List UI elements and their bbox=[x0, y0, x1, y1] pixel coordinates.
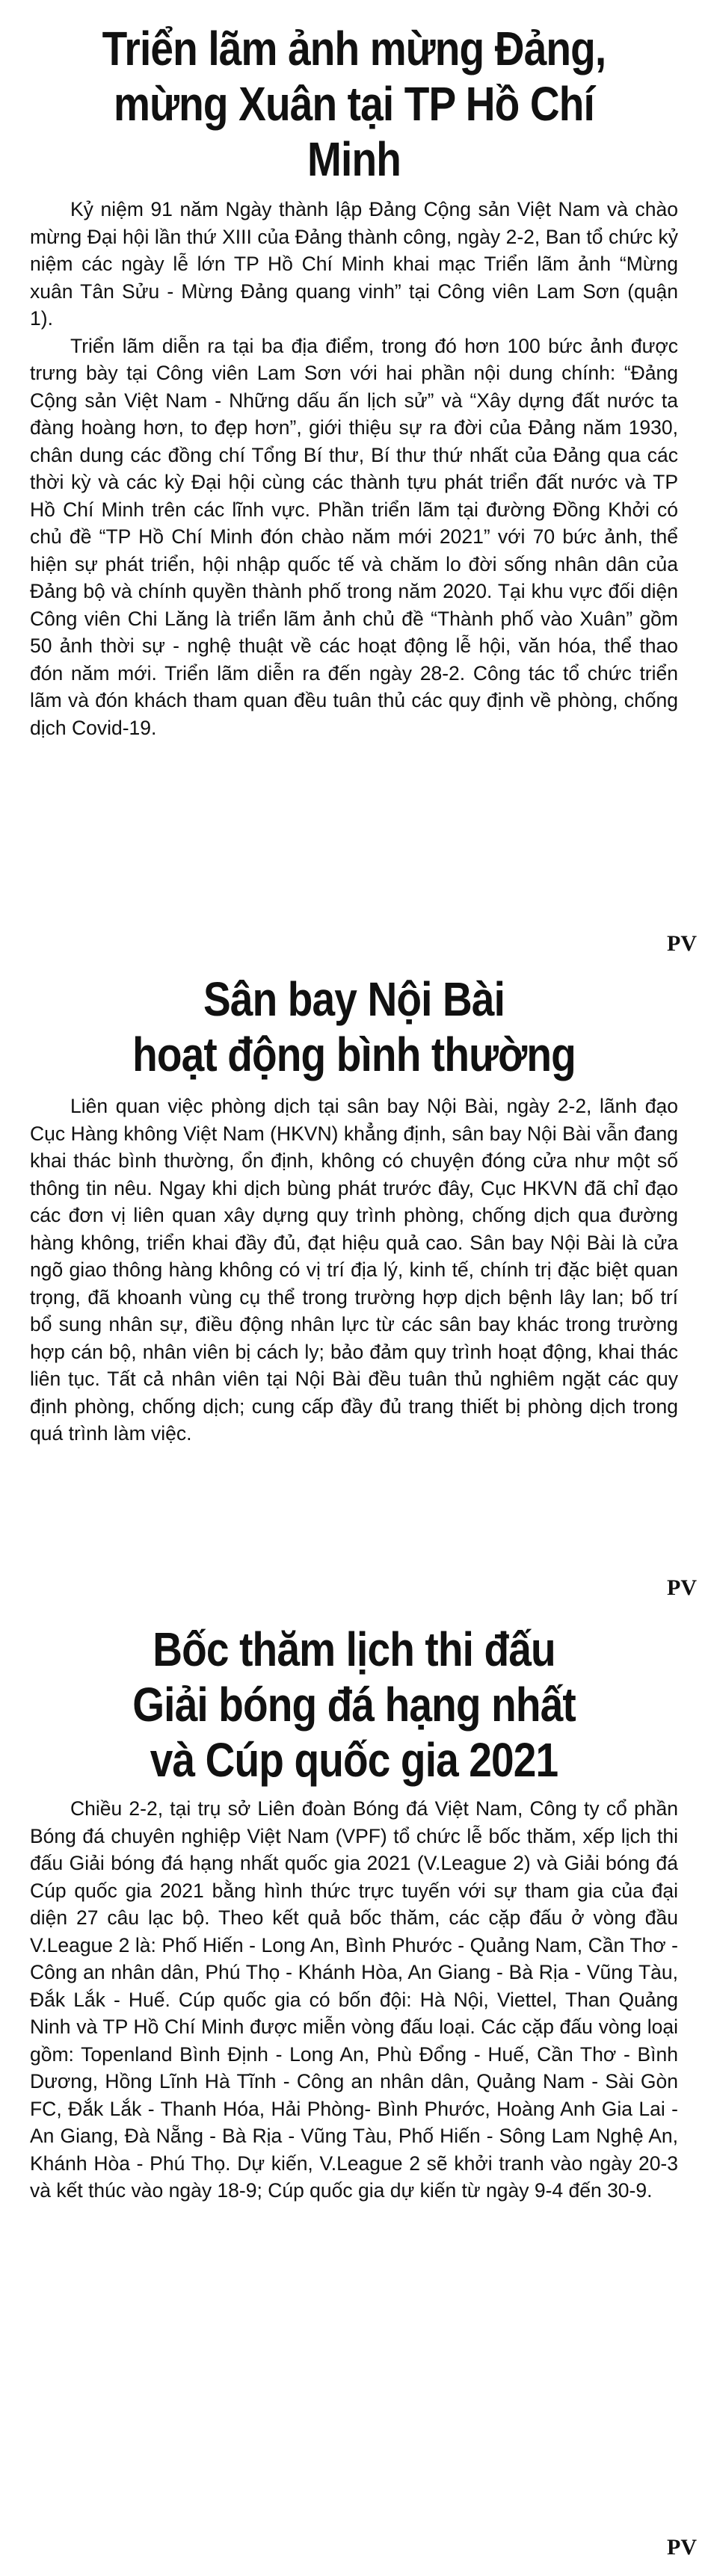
headline-line: hoạt động bình thường bbox=[132, 1028, 576, 1081]
paragraph: Triển lãm diễn ra tại ba địa điểm, trong đó hơn 100 bức ảnh được trưng bày tại Công viên Lam Sơn với hai phần nội dung chính: “Đảng Cộng sản Việt Nam - Những dấu ấn lịch sử” và “Xây dựng đất nước ta đàng hoàng hơn, to đẹp hơn”, giới thiệu sự ra đời của Đảng năm 1930, chân dung các đồng chí Tổng Bí thư, Bí thư thứ nhất của Đảng qua các thời kỳ và các kỳ Đại hội cùng các thành tựu phát triển đất nước và TP Hồ Chí Minh trên các lĩnh vực. Phần triển lãm tại đường Đồng Khởi có chủ đề “TP Hồ Chí Minh đón chào năm mới 2021” với 70 bức ảnh, thể hiện sự phát triển, hội nhập quốc tế và chăm lo đời sống nhân dân của Đảng bộ và chính quyền thành phố trong năm 2020. Tại khu vực đối diện Công viên Chi Lăng là triển lãm ảnh chủ đề “Thành phố vào Xuân” gồm 50 ảnh thời sự - nghệ thuật về các hoạt động lễ hội, văn hóa, thể thao đón năm mới. Triển lãm diễn ra đến ngày 28-2. Công tác tổ chức triển lãm và đón khách tham quan đều tuân thủ các quy định về phòng, chống dịch Covid-19. bbox=[30, 334, 678, 739]
article-football-draw bbox=[30, 1622, 697, 2560]
paragraph: Kỷ niệm 91 năm Ngày thành lập Đảng Cộng sản Việt Nam và chào mừng Đại hội lần thứ XIII của Đảng thành công, ngày 2-2, Ban tổ chức kỷ niệm các ngày lễ lớn TP Hồ Chí Minh khai mạc Triển lãm ảnh “Mừng xuân Tân Sửu - Mừng Đảng quang vinh” tại Công viên Lam Sơn (quận 1). bbox=[30, 198, 678, 330]
article-body bbox=[30, 196, 678, 741]
article-exhibition bbox=[30, 21, 697, 956]
headline bbox=[76, 1622, 633, 1788]
headline bbox=[76, 21, 633, 187]
headline-line: mừng Xuân tại TP Hồ Chí Minh bbox=[114, 77, 594, 186]
headline bbox=[76, 972, 633, 1082]
article-body bbox=[30, 1093, 678, 1448]
headline-line: Giải bóng đá hạng nhất bbox=[132, 1678, 576, 1732]
byline: PV bbox=[667, 2535, 697, 2560]
article-noi-bai bbox=[30, 972, 697, 1600]
byline: PV bbox=[667, 931, 697, 956]
paragraph: Chiều 2-2, tại trụ sở Liên đoàn Bóng đá Việt Nam, Công ty cổ phần Bóng đá chuyên nghiệp Việt Nam (VPF) tổ chức lễ bốc thăm, xếp lịch thi đấu Giải bóng đá hạng nhất quốc gia 2021 (V.League 2) và Giải bóng đá Cúp quốc gia 2021 bằng hình thức trực tuyến với sự tham gia của đại diện 27 câu lạc bộ. Theo kết quả bốc thăm, các cặp đấu ở vòng đầu V.League 2 là: Phố Hiến - Long An, Bình Phước - Quảng Nam, Cần Thơ - Công an nhân dân, Phú Thọ - Khánh Hòa, An Giang - Bà Rịa - Vũng Tàu, Đắk Lắk - Huế. Cúp quốc gia có bốn đội: Hà Nội, Viettel, Than Quảng Ninh và TP Hồ Chí Minh được miễn vòng đấu loại. Các cặp đấu vòng loại gồm: Topenland Bình Định - Long An, Phù Đổng - Huế, Cần Thơ - Bình Dương, Hồng Lĩnh Hà Tĩnh - Công an nhân dân, Quảng Nam - Sài Gòn FC, Đắk Lắk - Thanh Hóa, Hải Phòng- Bình Phước, Hoàng Anh Gia Lai - An Giang, Đà Nẵng - Bà Rịa - Vũng Tàu, Phố Hiến - Sông Lam Nghệ An, Khánh Hòa - Phú Thọ. Dự kiến, V.League 2 sẽ khởi tranh vào ngày 20-3 và kết thúc vào ngày 18-9; Cúp quốc gia dự kiến từ ngày 9-4 đến 30-9. bbox=[30, 1797, 678, 2202]
headline-line: và Cúp quốc gia 2021 bbox=[150, 1733, 558, 1787]
paragraph: Liên quan việc phòng dịch tại sân bay Nội Bài, ngày 2-2, lãnh đạo Cục Hàng không Việt Nam (HKVN) khẳng định, sân bay Nội Bài vẫn đang khai thác bình thường, ổn định, không có chuyện đóng cửa như một số thông tin nêu. Ngay khi dịch bùng phát trước đây, Cục HKVN đã chỉ đạo các đơn vị liên quan xây dựng quy trình phòng, chống dịch qua đường hàng không, triển khai đầy đủ, đạt hiệu quả cao. Sân bay Nội Bài là cửa ngõ giao thông hàng không có vị trí địa lý, kinh tế, chính trị đặc biệt quan trọng, đã khoanh vùng cụ thể trong trường hợp dịch bệnh lây lan; bố trí bổ sung nhân sự, điều động nhân lực từ các sân bay khác trong trường hợp cán bộ, nhân viên bị cách ly; bảo đảm quy trình hoạt động, khai thác liên tục. Tất cả nhân viên tại Nội Bài đều tuân thủ nghiêm ngặt các quy định phòng, chống dịch; cung cấp đầy đủ trang thiết bị phòng dịch trong quá trình làm việc. bbox=[30, 1095, 678, 1445]
headline-line: Triển lãm ảnh mừng Đảng, bbox=[102, 22, 606, 75]
byline: PV bbox=[667, 1575, 697, 1600]
headline-line: Bốc thăm lịch thi đấu bbox=[153, 1622, 555, 1676]
article-body bbox=[30, 1795, 678, 2205]
headline-line: Sân bay Nội Bài bbox=[203, 972, 505, 1026]
